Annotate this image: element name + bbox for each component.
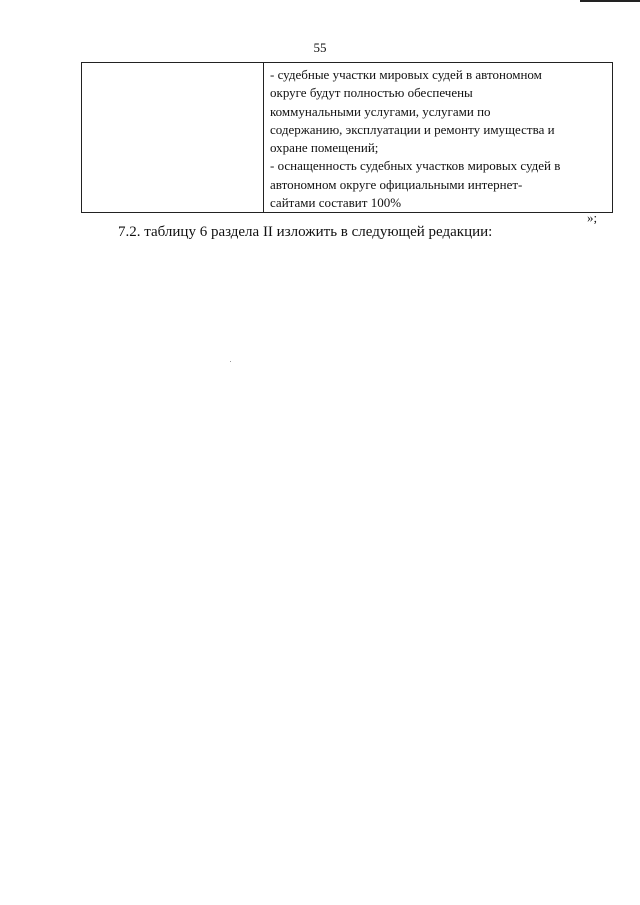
results-line: - оснащенность судебных участков мировых судей в xyxy=(270,158,561,174)
page-number: 55 xyxy=(313,40,327,55)
amendment-paragraph: 7.2. таблицу 6 раздела II изложить в следующей редакции: xyxy=(118,224,493,240)
results-line: сайтами составит 100% xyxy=(270,195,402,211)
results-line: охране помещений; xyxy=(270,140,379,156)
table-cell-empty xyxy=(82,63,264,213)
results-line: округе будут полностью обеспечены xyxy=(270,85,473,101)
results-line: автономном округе официальными интернет- xyxy=(270,176,523,192)
results-line: - судебные участки мировых судей в автономном xyxy=(270,67,542,82)
amendment-table xyxy=(81,62,613,213)
results-line: содержанию, эксплуатации и ремонту имущества и xyxy=(270,121,555,137)
table-cell-results xyxy=(264,63,613,213)
closing-quote-mark: »; xyxy=(587,210,598,225)
top-edge-rule xyxy=(580,0,640,2)
results-line: коммунальными услугами, услугами по xyxy=(270,103,491,119)
scan-speck xyxy=(230,361,231,362)
table-row xyxy=(82,63,613,213)
